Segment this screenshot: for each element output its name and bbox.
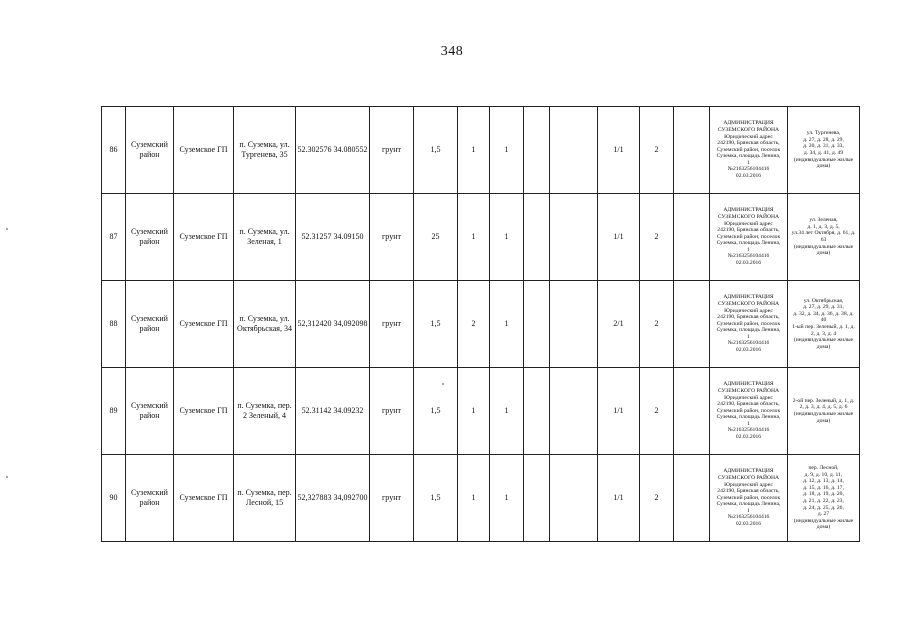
site-address-cell: п. Суземка, ул. Тургенева, 35 [234,107,296,194]
surface-type-cell: грунт [370,368,414,455]
surface-type-cell: грунт [370,107,414,194]
holder-line: АДМИНИСТРАЦИЯ [723,207,774,214]
holder-line: 1 [747,333,750,340]
planned-containers-cell: 2 [640,455,674,542]
holder-cell [710,107,788,194]
containers-count-cell: 1 [458,455,490,542]
served-address-line: дома) [816,250,831,257]
holder-line: 1 [747,507,750,514]
holder-line: Суземка, площадь Ленина, [716,327,781,334]
settlement-cell: Суземское ГП [174,455,234,542]
area-cell: 1,5 [414,281,458,368]
container-volume-cell: 1 [490,281,524,368]
planned-containers-cell: 2 [640,368,674,455]
served-addresses-cell [788,194,860,281]
holder-cell [710,368,788,455]
empty-cell [524,281,550,368]
registry-table [101,106,860,542]
served-address-line: д. 21, д. 22, д. 23, [803,498,844,504]
holder-line: 242190, Брянская область, [717,401,780,408]
settlement-cell: Суземское ГП [174,194,234,281]
holder-line: АДМИНИСТРАЦИЯ [723,468,774,475]
holder-line: Суземский район, поселок [716,407,781,414]
holder-line: Суземский район, поселок [716,320,781,327]
served-address-line: 2-ой пер. Зеленый, д. 1, д. [792,397,855,404]
holder-line: Суземка, площадь Ленина, [716,153,781,160]
holder-line: 242190, Брянская область, [717,140,780,147]
row-number-cell: 87 [102,194,126,281]
served-address-line: дома) [816,343,831,350]
container-volume-cell: 1 [490,194,524,281]
table-row [102,455,860,542]
surface-type-cell: грунт [370,281,414,368]
holder-line: Юридический адрес [724,307,773,314]
holder-line: №2163256104416 [727,340,770,347]
holder-line: 02.03.2016 [735,347,762,354]
served-address-line: (индивидуальные жилые [793,156,854,163]
row-number-cell: 89 [102,368,126,455]
holder-line: Юридический адрес [724,220,773,227]
holder-line: №2163256104416 [727,514,770,521]
served-address-line: дома) [816,163,831,170]
holder-cell [710,281,788,368]
holder-line: АДМИНИСТРАЦИЯ [723,381,774,388]
holder-line: №2163256104416 [727,427,770,434]
served-address-line: д. 24, д. 25, д. 26, [803,504,844,511]
holder-cell [710,194,788,281]
holder-line: Юридический адрес [724,481,773,488]
district-cell: Суземский район [126,455,174,542]
served-address-line: д. 18, д. 19, д. 20, [803,491,844,498]
served-address-line: (индивидуальные жилые [793,411,854,417]
served-address-line: (индивидуальные жилые [793,517,854,524]
site-address-cell: п. Суземка, ул. Зеленая, 1 [234,194,296,281]
surface-type-cell: грунт [370,194,414,281]
empty-cell [674,107,710,194]
container-volume-cell: 1 [490,455,524,542]
empty-cell [550,368,598,455]
holder-line: 242190, Брянская область, [717,314,780,321]
area-cell: 1,5 [414,107,458,194]
served-address-line: д. 30, д. 31, д. 33, [803,143,844,150]
surface-type-cell: грунт [370,455,414,542]
table-row [102,281,860,368]
containers-count-cell: 1 [458,368,490,455]
containers-count-cell: 1 [458,107,490,194]
served-address-line: д. 9, д. 10, д. 11, [804,471,843,478]
row-number-cell: 88 [102,281,126,368]
served-address-line: д. 27, д. 29, д. 31, [803,304,844,311]
holder-line: АДМИНИСТРАЦИЯ [723,120,774,127]
served-address-line: д. 27, д. 28, д. 29, [803,136,844,143]
holder-line: 02.03.2016 [735,434,762,441]
empty-cell [674,194,710,281]
planned-containers-cell: 2 [640,107,674,194]
holder-line: Юридический адрес [724,133,773,140]
holder-line: Суземка, площадь Ленина, [716,240,781,247]
holder-line: СУЗЕМСКОГО РАЙОНА [717,387,780,394]
served-address-line: д. 12, д. 13, д. 14, [803,478,844,485]
containers-count-cell: 1 [458,194,490,281]
containers-count-cell: 2 [458,281,490,368]
served-address-line: д. 32, д. 34, д. 36, д. 38, д. [793,310,854,317]
ratio-cell: 1/1 [598,368,640,455]
coordinates-cell: 52,327883 34,092700 [296,455,370,542]
district-cell: Суземский район [126,107,174,194]
served-address-line: 63 [820,237,827,243]
holder-line: СУЗЕМСКОГО РАЙОНА [717,213,780,220]
holder-line: Суземка, площадь Ленина, [716,501,781,508]
served-address-line: (индивидуальные жилые [793,337,854,344]
served-address-line: дома) [816,417,831,424]
ratio-cell: 1/1 [598,107,640,194]
container-volume-cell: 1 [490,107,524,194]
served-address-line: д. 27 [817,511,830,518]
ratio-cell: 1/1 [598,194,640,281]
served-address-line: ул. Тургенева, [806,130,841,137]
table-body [102,107,860,542]
table-row [102,194,860,281]
page-number: 348 [440,44,464,59]
scan-speck [6,228,8,230]
site-address-cell: п. Суземка, пер. Лесной, 15 [234,455,296,542]
site-address-cell: п. Суземка, ул. Октябрьская, 34 [234,281,296,368]
table-row [102,368,860,455]
served-address-line: 2, д. 3, д. 4 [810,330,837,337]
holder-line: АДМИНИСТРАЦИЯ [723,294,774,301]
empty-cell [524,455,550,542]
empty-cell [550,455,598,542]
holder-line: 1 [747,159,750,166]
served-addresses-cell [788,281,860,368]
holder-line: №2163256104416 [727,166,770,173]
served-address-line: д. 34, д. 41, д. 49 [803,150,844,156]
area-cell: 1,5 [414,455,458,542]
served-address-line: ул.34 лет Октября, д. 61, д. [791,230,856,237]
empty-cell [674,368,710,455]
holder-line: СУЗЕМСКОГО РАЙОНА [717,300,780,307]
empty-cell [550,107,598,194]
site-address-cell: п. Суземка, пер. 2 Зеленый, 4 [234,368,296,455]
settlement-cell: Суземское ГП [174,281,234,368]
served-address-line: ул. Зеленая, [809,217,838,224]
settlement-cell: Суземское ГП [174,107,234,194]
holder-line: 242190, Брянская область, [717,488,780,495]
row-number-cell: 90 [102,455,126,542]
holder-line: Юридический адрес [724,394,773,401]
empty-cell [550,281,598,368]
holder-line: Суземский район, поселок [716,146,781,153]
coordinates-cell: 52.31142 34.09232 [296,368,370,455]
ratio-cell: 1/1 [598,455,640,542]
served-address-line: (индивидуальные жилые [793,243,854,250]
empty-cell [550,194,598,281]
district-cell: Суземский район [126,368,174,455]
district-cell: Суземский район [126,281,174,368]
served-address-line: дома) [816,524,831,531]
district-cell: Суземский район [126,194,174,281]
table-row [102,107,860,194]
holder-line: 02.03.2016 [735,173,762,180]
holder-line: 1 [747,420,750,427]
coordinates-cell: 52.31257 34.09150 [296,194,370,281]
served-address-line: пер. Лесной, [808,465,839,472]
served-address-line: д. 15, д. 16, д. 17, [803,484,844,491]
planned-containers-cell: 2 [640,194,674,281]
holder-line: 242190, Брянская область, [717,227,780,234]
served-addresses-cell [788,368,860,455]
served-address-line: д. 1, д. 3, д. 5, [807,223,840,230]
row-number-cell: 86 [102,107,126,194]
empty-cell [674,455,710,542]
holder-line: Суземка, площадь Ленина, [716,414,781,421]
coordinates-cell: 52,312420 34,092098 [296,281,370,368]
holder-line: СУЗЕМСКОГО РАЙОНА [717,474,780,481]
empty-cell [524,194,550,281]
served-addresses-cell [788,107,860,194]
settlement-cell: Суземское ГП [174,368,234,455]
holder-line: 02.03.2016 [735,260,762,267]
served-address-line: 40 [820,317,827,324]
area-cell: 25 [414,194,458,281]
served-address-line: ул. Октябрьская, [803,297,844,304]
holder-line: СУЗЕМСКОГО РАЙОНА [717,126,780,133]
holder-line: Суземский район, поселок [716,494,781,501]
planned-containers-cell: 2 [640,281,674,368]
scan-speck [6,476,8,478]
served-address-line: 2, д. 3, д. 4, д. 5, д. 6 [799,404,848,411]
holder-line: №2163256104416 [727,253,770,260]
holder-line: Суземский район, поселок [716,233,781,240]
served-address-line: 1-ый пер. Зеленый, д. 1, д. [792,324,855,330]
empty-cell [674,281,710,368]
holder-line: 1 [747,246,750,253]
container-volume-cell: 1 [490,368,524,455]
area-cell: 1,5 [414,368,458,455]
holder-line: 02.03.2016 [735,521,762,528]
empty-cell [524,107,550,194]
holder-cell [710,455,788,542]
ratio-cell: 2/1 [598,281,640,368]
empty-cell [524,368,550,455]
coordinates-cell: 52.302576 34.080552 [296,107,370,194]
served-addresses-cell [788,455,860,542]
